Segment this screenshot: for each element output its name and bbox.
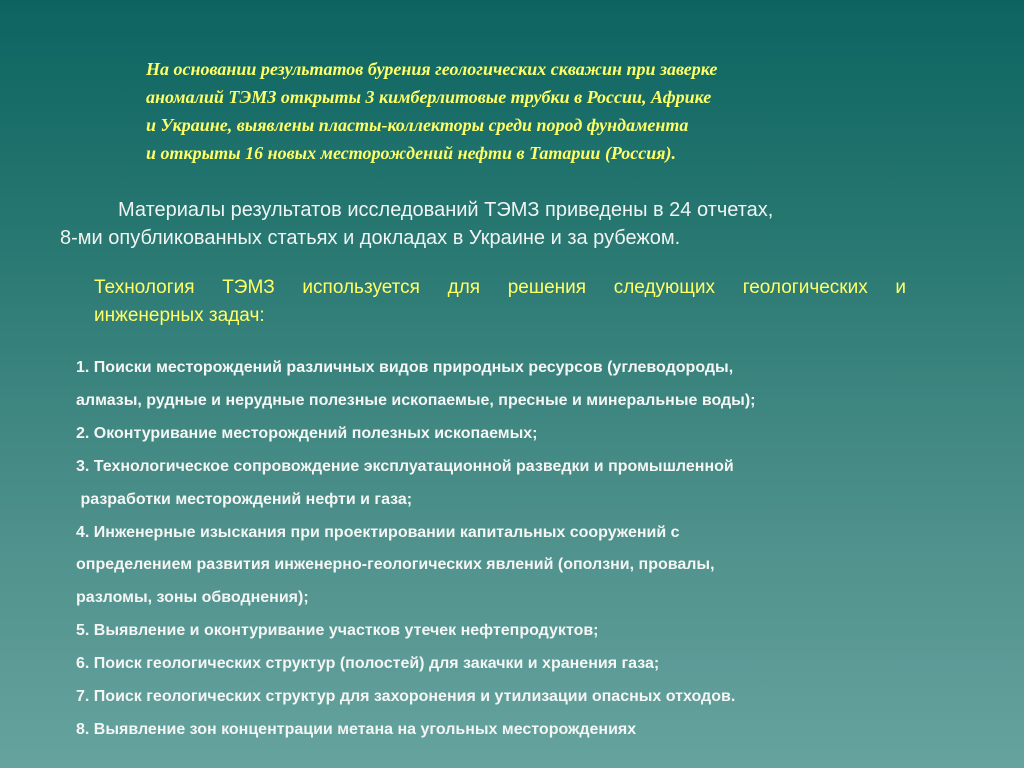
intro-paragraph bbox=[146, 55, 906, 167]
intro-line: и открыты 16 новых месторождений нефти в Татарии (Россия). bbox=[146, 143, 677, 163]
materials-paragraph bbox=[60, 196, 960, 252]
task-line: 5. Выявление и оконтуривание участков утечек нефтепродуктов; bbox=[76, 622, 599, 640]
technology-paragraph bbox=[94, 274, 906, 330]
materials-line: Материалы результатов исследований ТЭМЗ приведены в 24 отчетах, bbox=[118, 199, 774, 221]
task-line: 7. Поиск геологических структур для захоронения и утилизации опасных отходов. bbox=[76, 688, 736, 706]
task-line: 1. Поиски месторождений различных видов природных ресурсов (углеводороды, bbox=[76, 359, 734, 376]
tasks-list bbox=[76, 352, 956, 747]
task-line: алмазы, рудные и нерудные полезные ископаемые, пресные и минеральные воды); bbox=[76, 391, 756, 409]
task-line: разломы, зоны обводнения); bbox=[76, 589, 309, 607]
technology-line: Технология ТЭМЗ используется для решения следующих геологических и bbox=[94, 277, 906, 298]
intro-line: На основании результатов бурения геологических скважин при заверке bbox=[146, 59, 718, 79]
intro-line: аномалий ТЭМЗ открыты 3 кимберлитовые трубки в России, Африке bbox=[146, 87, 712, 107]
task-line: 2. Оконтуривание месторождений полезных ископаемых; bbox=[76, 424, 538, 442]
task-line: определением развития инженерно-геологических явлений (оползни, провалы, bbox=[76, 556, 715, 574]
task-line: 8. Выявление зон концентрации метана на угольных месторождениях bbox=[76, 720, 637, 738]
intro-line: и Украине, выявлены пласты-коллекторы среди пород фундамента bbox=[146, 115, 689, 135]
task-line: 4. Инженерные изыскания при проектировании капитальных сооружений с bbox=[76, 523, 680, 541]
technology-line: инженерных задач: bbox=[94, 305, 265, 326]
task-line: 3. Технологическое сопровождение эксплуатационной разведки и промышленной bbox=[76, 457, 734, 475]
task-line: разработки месторождений нефти и газа; bbox=[76, 490, 413, 508]
task-line: 6. Поиск геологических структур (полостей) для закачки и хранения газа; bbox=[76, 655, 660, 673]
materials-line: 8-ми опубликованных статьях и докладах в Украине и за рубежом. bbox=[60, 227, 681, 249]
